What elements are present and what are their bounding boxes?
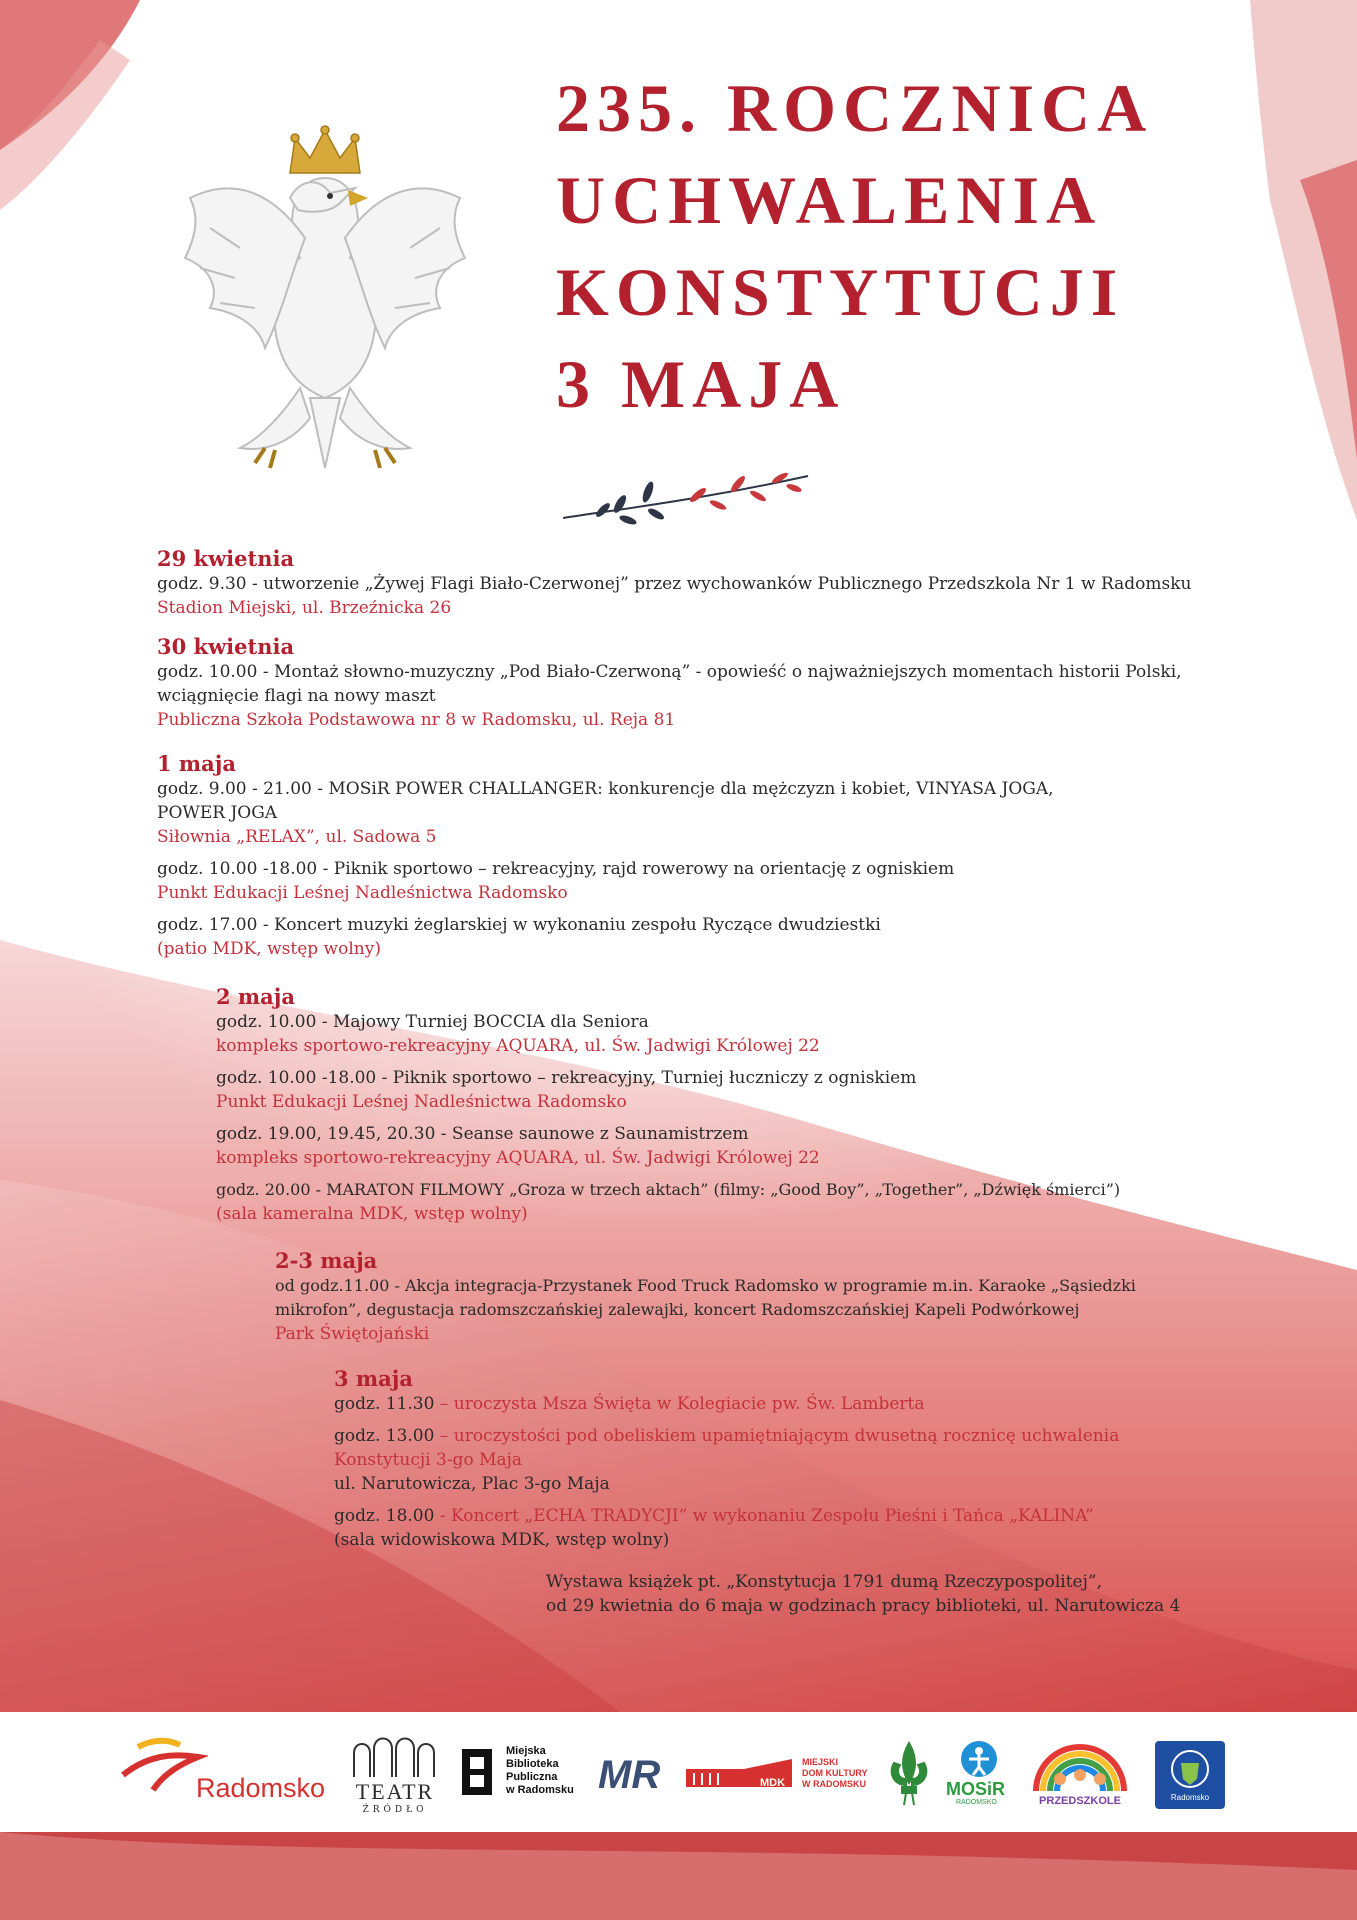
date-heading: 30 kwietnia <box>157 634 295 659</box>
school-logo-subtext: Radomsko <box>1170 1793 1210 1802</box>
radomsko-logo <box>118 1735 328 1815</box>
event-place: Punkt Edukacji Leśnej Nadleśnictwa Radomsko <box>216 1092 627 1112</box>
mosir-logo-subtext: RADOMSKO <box>956 1799 997 1806</box>
event-time: godz. 11.30 <box>334 1394 435 1414</box>
event-text: - Koncert „ECHA TRADYCJI” w wykonaniu Zespołu Pieśni i Tańca „KALINA” <box>434 1506 1094 1526</box>
mdk-logo <box>684 1735 874 1815</box>
mdk-text-3: W RADOMSKU <box>802 1779 866 1789</box>
library-text-3: Publiczna <box>506 1771 558 1783</box>
exhibition-line-1: Wystawa książek pt. „Konstytucja 1791 dumą Rzeczypospolitej”, <box>546 1572 1102 1592</box>
scouting-logo <box>886 1735 936 1815</box>
event-line <box>334 1392 1119 1416</box>
event-text: godz. 19.00, 19.45, 20.30 - Seanse saunowe z Saunamistrzem <box>216 1124 749 1144</box>
event-text: godz. 10.00 - Majowy Turniej BOCCIA dla Seniora <box>216 1012 649 1032</box>
radomsko-swoosh-icon <box>118 1735 208 1805</box>
event-place: Park Świętojański <box>275 1324 430 1344</box>
event-text-cont: POWER JOGA <box>157 803 278 823</box>
schedule-apr29 <box>157 546 1192 620</box>
mosir-logo <box>944 1735 1014 1815</box>
schedule-may2-3 <box>275 1248 1136 1346</box>
date-heading: 2-3 maja <box>275 1248 378 1273</box>
event-text: – uroczystości pod obeliskiem upamiętniającym dwusetną rocznicę uchwalenia <box>434 1426 1120 1446</box>
library-text-2: Biblioteka <box>506 1758 559 1770</box>
teatr-zrodlo-logo <box>350 1735 440 1815</box>
exhibition-line-2: od 29 kwietnia do 6 maja w godzinach pracy biblioteki, ul. Narutowicza 4 <box>546 1596 1181 1616</box>
teatr-logo-subtext: ŹRÓDŁO <box>362 1805 428 1815</box>
teatr-logo-text: TEATR <box>355 1779 435 1804</box>
date-heading: 29 kwietnia <box>157 546 295 571</box>
event-text: godz. 20.00 - MARATON FILMOWY „Groza w trzech aktach” (filmy: „Good Boy”, „Together”, „Dźwięk śmierci”) <box>216 1180 1121 1199</box>
title-line-3: KONSTYTUCJI <box>556 254 1125 330</box>
preschool-logo-text: PRZEDSZKOLE <box>1039 1795 1121 1807</box>
mdk-text-1: MIEJSKI <box>802 1757 839 1767</box>
date-heading: 1 maja <box>157 751 236 776</box>
mdk-short-text: MDK <box>760 1777 786 1789</box>
rainbow-icon <box>1030 1741 1130 1793</box>
school-logo <box>1153 1735 1227 1815</box>
event-place: kompleks sportowo-rekreacyjny AQUARA, ul. Św. Jadwigi Królowej 22 <box>216 1036 820 1056</box>
library-logo <box>460 1735 580 1815</box>
event-place: Publiczna Szkoła Podstawowa nr 8 w Radomsku, ul. Reja 81 <box>157 710 676 730</box>
event-text-cont: wciągnięcie flagi na nowy maszt <box>157 686 436 706</box>
event-place: Siłownia „RELAX”, ul. Sadowa 5 <box>157 827 437 847</box>
event-text: godz. 17.00 - Koncert muzyki żeglarskiej w wykonaniu zespołu Ryczące dwudziestki <box>157 915 881 935</box>
event-place: (sala kameralna MDK, wstęp wolny) <box>216 1204 528 1224</box>
event-text: od godz.11.00 - Akcja integracja-Przystanek Food Truck Radomsko w programie m.in. Karaoke „Sąsiedzki <box>275 1276 1136 1295</box>
event-text: godz. 10.00 -18.00 - Piknik sportowo – rekreacyjny, Turniej łuczniczy z ogniskiem <box>216 1068 917 1088</box>
exhibition-note <box>546 1570 1180 1618</box>
library-text-1: Miejska <box>506 1745 546 1757</box>
mr-logo <box>598 1735 664 1815</box>
event-text: godz. 10.00 - Montaż słowno-muzyczny „Pod Biało-Czerwoną” - opowieść o najważniejszych momentach historii Polski, <box>157 662 1182 682</box>
event-text: godz. 9.00 - 21.00 - MOSiR POWER CHALLANGER: konkurencje dla mężczyzn i kobiet, VINYASA JOGA, <box>157 779 1054 799</box>
event-text-cont: Konstytucji 3-go Maja <box>334 1450 523 1470</box>
event-place: (sala widowiskowa MDK, wstęp wolny) <box>334 1530 670 1550</box>
fleur-de-lis-icon <box>886 1739 932 1809</box>
date-heading: 3 maja <box>334 1366 413 1391</box>
event-place: ul. Narutowicza, Plac 3-go Maja <box>334 1474 610 1494</box>
schedule-apr30 <box>157 634 1182 732</box>
event-place: kompleks sportowo-rekreacyjny AQUARA, ul. Św. Jadwigi Królowej 22 <box>216 1148 820 1168</box>
mdk-building-icon <box>684 1755 794 1795</box>
title-line-1: 235. ROCZNICA <box>556 70 1154 146</box>
event-text: godz. 9.30 - utworzenie „Żywej Flagi Biało-Czerwonej” przez wychowanków Publicznego Przedszkola Nr 1 w Radomsku <box>157 574 1192 594</box>
event-text-cont: mikrofon”, degustacja radomszczańskiej zalewajki, koncert Radomszczańskiej Kapeli Podwórkowej <box>275 1300 1080 1319</box>
title-line-4: 3 MAJA <box>556 346 846 422</box>
teatr-arches-icon <box>350 1735 436 1779</box>
mdk-text-2: DOM KULTURY <box>802 1768 868 1778</box>
library-text-4: w Radomsku <box>506 1784 574 1796</box>
preschool-logo <box>1030 1735 1130 1815</box>
mr-logo-text: MR <box>598 1753 661 1797</box>
mosir-logo-text: MOSiR <box>946 1779 1006 1799</box>
event-place: Punkt Edukacji Leśnej Nadleśnictwa Radomsko <box>157 883 568 903</box>
event-text: – uroczysta Msza Święta w Kolegiacie pw. Św. Lamberta <box>434 1394 925 1414</box>
date-heading: 2 maja <box>216 984 295 1009</box>
white-eagle-emblem-icon <box>170 118 480 478</box>
schedule-may3 <box>334 1366 1119 1552</box>
event-time: godz. 18.00 <box>334 1506 435 1526</box>
radomsko-logo-text: Radomsko <box>196 1773 326 1803</box>
title-line-2: UCHWALENIA <box>556 162 1103 238</box>
event-text: godz. 10.00 -18.00 - Piknik sportowo – rekreacyjny, rajd rowerowy na orientację z ogniskiem <box>157 859 955 879</box>
schedule-may2 <box>216 984 1120 1226</box>
library-book-icon <box>460 1747 496 1797</box>
event-time: godz. 13.00 <box>334 1426 435 1446</box>
event-line <box>334 1424 1119 1448</box>
decorative-sprig-icon <box>558 470 818 540</box>
mosir-figure-icon <box>959 1739 999 1779</box>
event-line <box>334 1504 1119 1528</box>
main-title <box>556 62 1153 430</box>
schedule-may1 <box>157 751 1054 961</box>
event-place: (patio MDK, wstęp wolny) <box>157 939 381 959</box>
event-place: Stadion Miejski, ul. Brzeźnicka 26 <box>157 598 452 618</box>
